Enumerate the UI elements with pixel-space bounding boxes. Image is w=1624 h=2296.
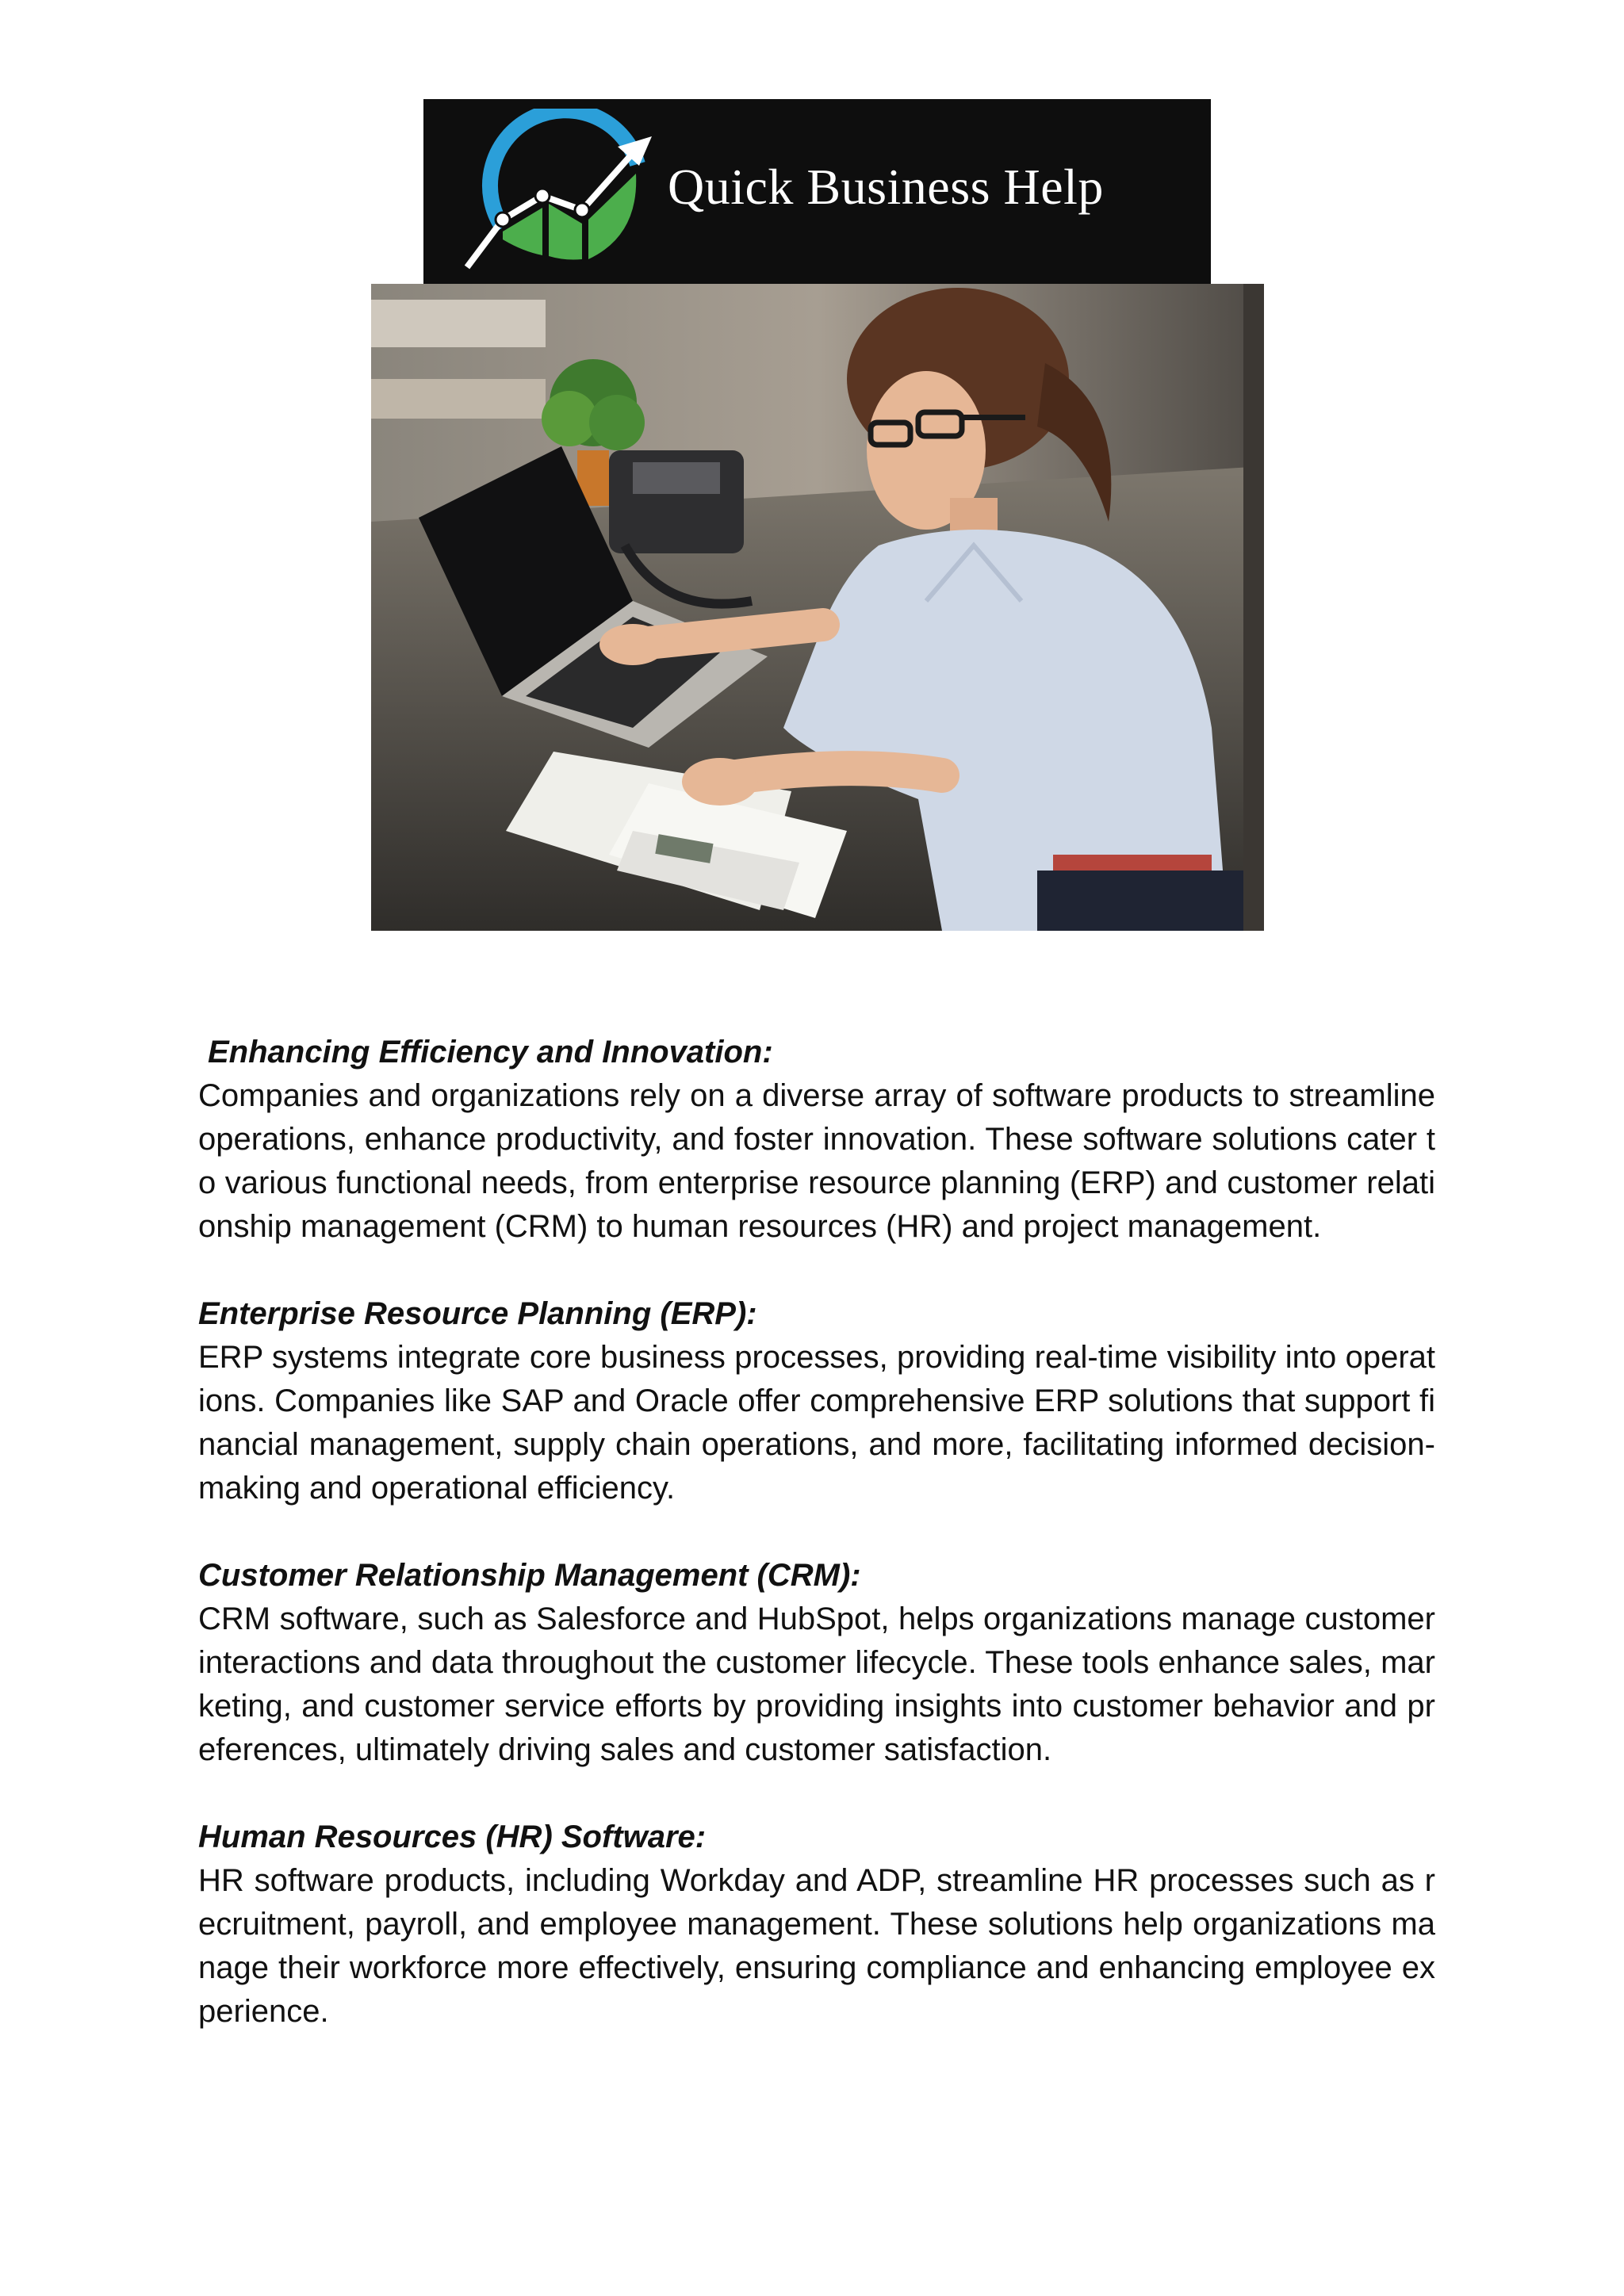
section-body: Companies and organizations rely on a diverse array of software products to streamline operations, enhance productivity, and foster innovation. These software solutions cater to various functional needs, from enterprise resource planning (ERP) and customer relationship management (CRM) to human resources (HR) and project management. bbox=[198, 1078, 1435, 1244]
section-heading: Human Resources (HR) Software: bbox=[198, 1820, 707, 1854]
woman-working-at-laptop-photo bbox=[371, 284, 1264, 931]
section-body: CRM software, such as Salesforce and HubSpot, helps organizations manage customer interactions and data throughout the customer lifecycle. These tools enhance sales, marketing, and customer service efforts by providing insights into customer behavior and preferences, ultimately driving sales and customer satisfaction. bbox=[198, 1601, 1435, 1767]
section-hr bbox=[198, 1816, 1435, 2034]
section-efficiency bbox=[198, 1031, 1435, 1249]
section-erp bbox=[198, 1292, 1435, 1510]
article-content bbox=[198, 1031, 1435, 2077]
section-heading: Enterprise Resource Planning (ERP): bbox=[198, 1296, 757, 1331]
logo-text: Quick Business Help bbox=[668, 159, 1104, 215]
logo-banner bbox=[423, 99, 1211, 284]
section-crm bbox=[198, 1554, 1435, 1772]
section-body: ERP systems integrate core business processes, providing real-time visibility into operations. Companies like SAP and Oracle offer comprehensive ERP solutions that support financial management, supply chain operations, and more, facilitating informed decision-making and operational efficiency. bbox=[198, 1340, 1435, 1506]
growth-chart-logo-icon bbox=[455, 109, 661, 275]
section-body: HR software products, including Workday and ADP, streamline HR processes such as recruitment, payroll, and employee management. These solutions help organizations manage their workforce more effectively, ensuring compliance and enhancing employee experience. bbox=[198, 1863, 1435, 2029]
section-heading: Customer Relationship Management (CRM): bbox=[198, 1558, 861, 1593]
section-heading: Enhancing Efficiency and Innovation: bbox=[208, 1035, 773, 1070]
